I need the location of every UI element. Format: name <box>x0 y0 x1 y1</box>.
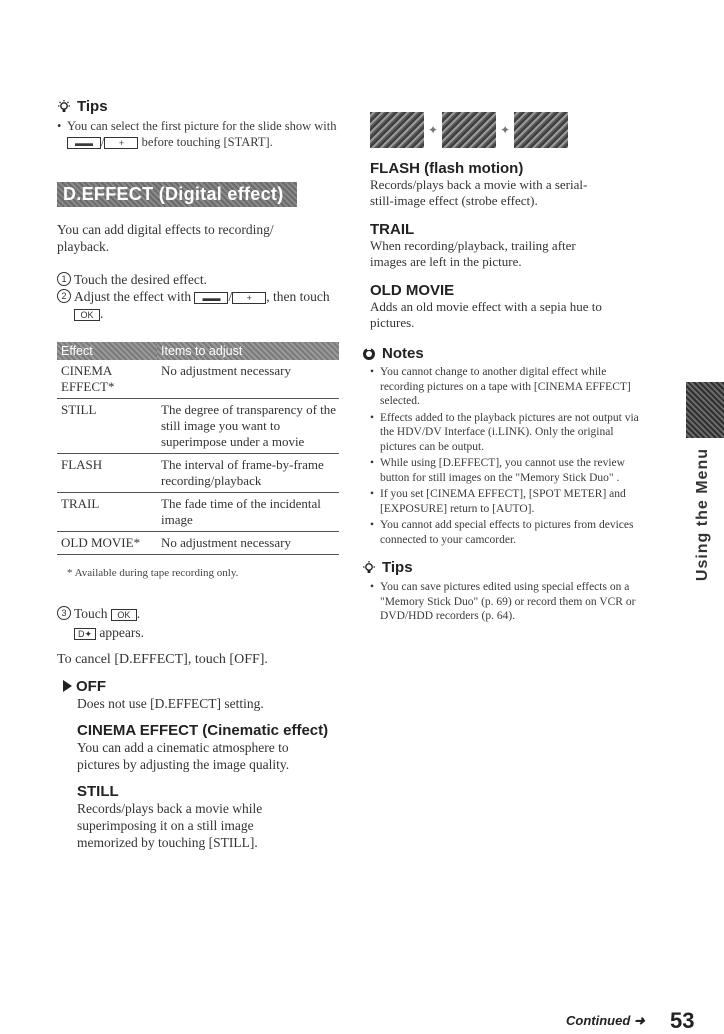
left-column <box>57 98 347 851</box>
thumbnail-image <box>514 112 568 148</box>
table-cell-effect: STILL <box>57 399 157 454</box>
section-title-flash: FLASH (flash motion) <box>370 160 524 177</box>
side-tab-label: Using the Menu <box>694 448 711 582</box>
section-title-trail: TRAIL <box>370 221 415 238</box>
continued-label <box>566 1013 645 1029</box>
section-body: Adds an old movie effect with a sepia hue to pictures. <box>370 299 602 330</box>
table-row <box>57 532 339 555</box>
section-body: Records/plays back a movie with a serial-still-image effect (strobe effect). <box>370 177 588 208</box>
tip-item: • You can save pictures edited using special effects on a "Memory Stick Duo" (p. 69) or record them on VCR or DVD/HDD recorders (p. 64). <box>370 580 648 624</box>
step-text: Adjust the effect with <box>74 289 195 304</box>
table-cell-effect: TRAIL <box>57 493 157 532</box>
lightbulb-icon <box>362 561 376 575</box>
section-body: Does not use [D.EFFECT] setting. <box>77 696 264 711</box>
step-3: 3 Touch OK . <box>57 605 347 622</box>
step-3-result <box>57 624 347 641</box>
section-title-text: OFF <box>76 678 106 695</box>
table-cell-item: The interval of frame-by-frame recording/playback <box>157 454 339 493</box>
table-cell-effect: CINEMA EFFECT* <box>57 360 157 399</box>
minus-key-icon: ▬▬ <box>67 137 101 149</box>
lightbulb-icon <box>57 100 71 114</box>
plus-key-icon: + <box>232 292 266 304</box>
arrow-right-icon: ➜ <box>633 1013 645 1028</box>
table-row <box>57 360 339 399</box>
table-row <box>57 399 339 454</box>
thumbnail-image <box>370 112 424 148</box>
step-number: 2 <box>57 289 71 303</box>
table-footnote: * Available during tape recording only. <box>67 567 239 579</box>
section-body: When recording/playback, trailing after images are left in the picture. <box>370 238 576 269</box>
effect-thumbnails <box>370 112 648 148</box>
notes-icon <box>362 347 376 361</box>
triangle-arrow-icon <box>63 680 72 692</box>
table-header-items: Items to adjust <box>157 342 339 360</box>
note-item: • Effects added to the playback pictures are not output via the HDV/DV Interface (i.LINK). Only the original pictures can be output. <box>370 411 648 455</box>
thumbnail-image <box>442 112 496 148</box>
ok-key: OK <box>74 309 100 321</box>
note-item: • If you set [CINEMA EFFECT], [SPOT METER] and [EXPOSURE] return to [AUTO]. <box>370 487 648 516</box>
tips-heading <box>362 559 648 576</box>
table-cell-item: The fade time of the incidental image <box>157 493 339 532</box>
ok-key: OK <box>111 609 137 621</box>
page-number: 53 <box>670 1008 695 1033</box>
tips-title: Tips <box>77 98 108 115</box>
note-item: • You cannot change to another digital effect while recording pictures on a tape with [CINEMA EFFECT] selected. <box>370 365 648 409</box>
step-1 <box>57 271 347 288</box>
step-text-mid: , then touch <box>266 289 330 304</box>
minus-key-icon: ▬▬ <box>194 292 228 304</box>
table-cell-effect: OLD MOVIE* <box>57 532 157 555</box>
notes-title: Notes <box>382 345 424 362</box>
sparkle-icon: ✦ <box>428 122 439 137</box>
plus-key-icon: + <box>104 137 138 149</box>
sparkle-icon: ✦ <box>500 122 511 137</box>
intro-text: You can add digital effects to recording/ playback. <box>57 222 274 254</box>
step-number: 3 <box>57 606 71 620</box>
step-2: 2 Adjust the effect with ▬▬ / + , then touch OK . <box>57 288 334 322</box>
tip-item: • You can select the first picture for the slide show with ▬▬ / + before touching [START]. <box>57 119 337 150</box>
continued-text: Continued <box>566 1013 631 1028</box>
table-cell-item: No adjustment necessary <box>157 360 339 399</box>
section-banner: D.EFFECT (Digital effect) <box>57 182 297 207</box>
table-row <box>57 493 339 532</box>
section-title-off <box>63 678 347 695</box>
section-title-cinema: CINEMA EFFECT (Cinematic effect) <box>77 722 329 739</box>
table-header-effect: Effect <box>57 342 157 360</box>
right-column <box>370 112 648 626</box>
tip-text-end: before touching [START]. <box>138 134 273 149</box>
note-item: • You cannot add special effects to pictures from devices connected to your camcorder. <box>370 518 648 547</box>
step-text-end: . <box>100 306 104 321</box>
section-body: You can add a cinematic atmosphere to pictures by adjusting the image quality. <box>77 740 290 772</box>
side-tab-marker <box>686 382 724 438</box>
step-text: Touch the desired effect. <box>74 272 207 287</box>
table-cell-item: No adjustment necessary <box>157 532 339 555</box>
digital-effect-indicator-icon: D✦ <box>74 628 96 640</box>
section-title-still: STILL <box>77 783 119 800</box>
table-cell-effect: FLASH <box>57 454 157 493</box>
section-title-old-movie: OLD MOVIE <box>370 282 455 299</box>
tips-heading <box>57 98 347 115</box>
table-cell-item: The degree of transparency of the still image you want to superimpose under a movie <box>157 399 339 454</box>
tips-title: Tips <box>382 559 413 576</box>
notes-heading <box>362 345 648 362</box>
step-result-text: appears. <box>99 625 145 640</box>
step-number: 1 <box>57 272 71 286</box>
note-item: • While using [D.EFFECT], you cannot use the review button for still images on the "Memory Stick Duo" . <box>370 456 648 485</box>
table-row <box>57 454 339 493</box>
tip-text: You can select the first picture for the slide show with <box>67 119 337 133</box>
adjust-table <box>57 342 339 555</box>
step-text: Touch <box>74 606 111 621</box>
cancel-text: To cancel [D.EFFECT], touch [OFF]. <box>57 652 268 667</box>
section-body: Records/plays back a movie while superimposing it on a still image memorized by touching [STILL]. <box>77 801 263 850</box>
